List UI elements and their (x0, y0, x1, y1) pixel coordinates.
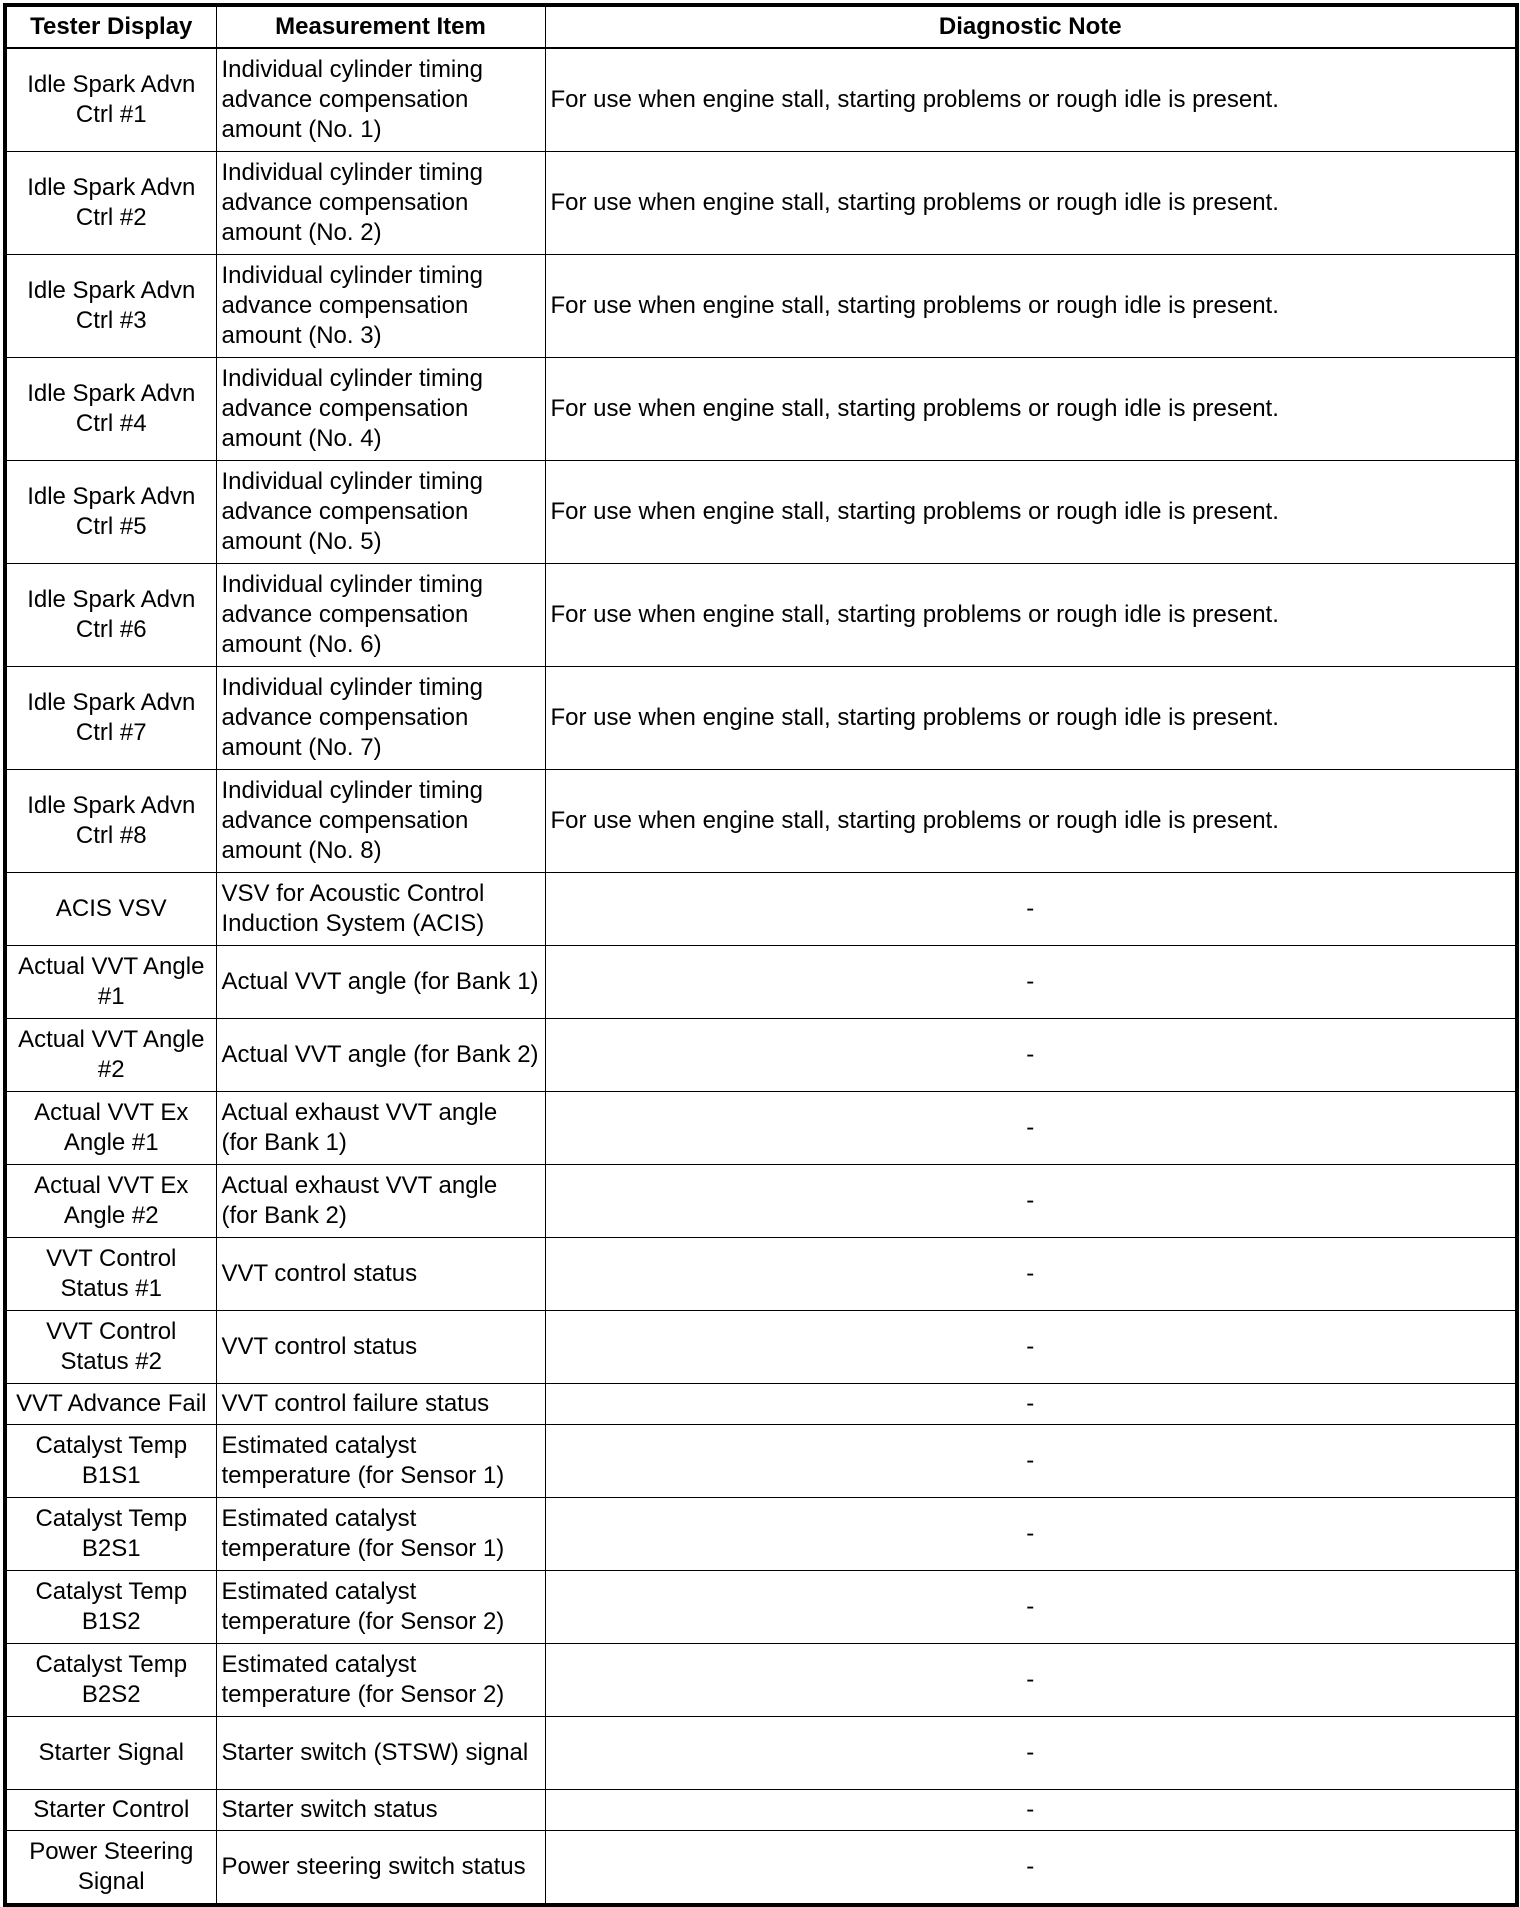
table-row (5, 1790, 1517, 1831)
diagnostic-note-cell: For use when engine stall, starting problems or rough idle is present. (545, 564, 1517, 667)
diagnostic-note-cell: For use when engine stall, starting problems or rough idle is present. (545, 667, 1517, 770)
tester-display-cell: Catalyst Temp B1S2 (5, 1571, 216, 1644)
diagnostic-note-cell: - (545, 1384, 1517, 1425)
tester-display-cell: Idle Spark Advn Ctrl #4 (5, 358, 216, 461)
table-row (5, 667, 1517, 770)
measurement-item-cell: Individual cylinder timing advance compensation amount (No. 1) (216, 48, 545, 152)
measurement-item-cell: Actual exhaust VVT angle (for Bank 2) (216, 1165, 545, 1238)
tester-display-cell: Idle Spark Advn Ctrl #3 (5, 255, 216, 358)
measurement-item-cell: VVT control status (216, 1311, 545, 1384)
measurement-item-cell: Actual exhaust VVT angle (for Bank 1) (216, 1092, 545, 1165)
diagnostic-note-cell: - (545, 1644, 1517, 1717)
table-row (5, 255, 1517, 358)
diagnostic-note-cell: For use when engine stall, starting problems or rough idle is present. (545, 358, 1517, 461)
table-row (5, 1571, 1517, 1644)
table-header-row (5, 5, 1517, 48)
tester-display-cell: Power Steering Signal (5, 1831, 216, 1906)
tester-display-cell: Starter Control (5, 1790, 216, 1831)
table-row (5, 1644, 1517, 1717)
diagnostic-note-cell: For use when engine stall, starting problems or rough idle is present. (545, 255, 1517, 358)
tester-display-cell: Actual VVT Angle #1 (5, 946, 216, 1019)
measurement-item-cell: Individual cylinder timing advance compensation amount (No. 3) (216, 255, 545, 358)
table-row (5, 461, 1517, 564)
diagnostic-note-cell: - (545, 1717, 1517, 1790)
diagnostic-note-cell: - (545, 1165, 1517, 1238)
diagnostic-note-cell: For use when engine stall, starting problems or rough idle is present. (545, 152, 1517, 255)
measurement-item-cell: Estimated catalyst temperature (for Sensor 1) (216, 1425, 545, 1498)
table-row (5, 48, 1517, 152)
table-row (5, 152, 1517, 255)
tester-display-cell: Idle Spark Advn Ctrl #1 (5, 48, 216, 152)
tester-display-cell: Catalyst Temp B1S1 (5, 1425, 216, 1498)
table-row (5, 358, 1517, 461)
table-row (5, 946, 1517, 1019)
measurement-item-cell: Individual cylinder timing advance compensation amount (No. 5) (216, 461, 545, 564)
tester-display-cell: Actual VVT Angle #2 (5, 1019, 216, 1092)
measurement-item-cell: VSV for Acoustic Control Induction System (ACIS) (216, 873, 545, 946)
measurement-item-cell: Starter switch (STSW) signal (216, 1717, 545, 1790)
diagnostic-note-cell: - (545, 1238, 1517, 1311)
header-measurement-item: Measurement Item (216, 5, 545, 48)
diagnostic-note-cell: For use when engine stall, starting problems or rough idle is present. (545, 770, 1517, 873)
table-row (5, 1384, 1517, 1425)
tester-display-cell: Idle Spark Advn Ctrl #6 (5, 564, 216, 667)
diagnostic-data-table (3, 3, 1519, 1907)
tester-display-cell: VVT Advance Fail (5, 1384, 216, 1425)
table-row (5, 1165, 1517, 1238)
tester-display-cell: ACIS VSV (5, 873, 216, 946)
table-row (5, 1019, 1517, 1092)
measurement-item-cell: VVT control failure status (216, 1384, 545, 1425)
diagnostic-note-cell: - (545, 1498, 1517, 1571)
table-row (5, 564, 1517, 667)
diagnostic-note-cell: - (545, 1425, 1517, 1498)
table-row (5, 1831, 1517, 1906)
tester-display-cell: Actual VVT Ex Angle #2 (5, 1165, 216, 1238)
measurement-item-cell: Starter switch status (216, 1790, 545, 1831)
measurement-item-cell: Individual cylinder timing advance compensation amount (No. 4) (216, 358, 545, 461)
tester-display-cell: Idle Spark Advn Ctrl #2 (5, 152, 216, 255)
table-row (5, 873, 1517, 946)
diagnostic-note-cell: - (545, 1831, 1517, 1906)
measurement-item-cell: Individual cylinder timing advance compensation amount (No. 2) (216, 152, 545, 255)
measurement-item-cell: Estimated catalyst temperature (for Sensor 2) (216, 1571, 545, 1644)
measurement-item-cell: Individual cylinder timing advance compensation amount (No. 6) (216, 564, 545, 667)
table-row (5, 1425, 1517, 1498)
diagnostic-note-cell: - (545, 946, 1517, 1019)
table-row (5, 1498, 1517, 1571)
diagnostic-note-cell: - (545, 1092, 1517, 1165)
measurement-item-cell: VVT control status (216, 1238, 545, 1311)
tester-display-cell: VVT Control Status #2 (5, 1311, 216, 1384)
table-row (5, 1311, 1517, 1384)
table-row (5, 1717, 1517, 1790)
measurement-item-cell: Estimated catalyst temperature (for Sensor 1) (216, 1498, 545, 1571)
measurement-item-cell: Individual cylinder timing advance compensation amount (No. 8) (216, 770, 545, 873)
tester-display-cell: Idle Spark Advn Ctrl #5 (5, 461, 216, 564)
table-row (5, 770, 1517, 873)
diagnostic-note-cell: - (545, 1311, 1517, 1384)
tester-display-cell: Idle Spark Advn Ctrl #8 (5, 770, 216, 873)
measurement-item-cell: Estimated catalyst temperature (for Sensor 2) (216, 1644, 545, 1717)
measurement-item-cell: Individual cylinder timing advance compensation amount (No. 7) (216, 667, 545, 770)
diagnostic-note-cell: - (545, 873, 1517, 946)
tester-display-cell: VVT Control Status #1 (5, 1238, 216, 1311)
tester-display-cell: Starter Signal (5, 1717, 216, 1790)
diagnostic-note-cell: - (545, 1571, 1517, 1644)
diagnostic-note-cell: - (545, 1790, 1517, 1831)
header-tester-display: Tester Display (5, 5, 216, 48)
tester-display-cell: Idle Spark Advn Ctrl #7 (5, 667, 216, 770)
measurement-item-cell: Actual VVT angle (for Bank 1) (216, 946, 545, 1019)
diagnostic-note-cell: - (545, 1019, 1517, 1092)
table-row (5, 1092, 1517, 1165)
tester-display-cell: Actual VVT Ex Angle #1 (5, 1092, 216, 1165)
diagnostic-note-cell: For use when engine stall, starting problems or rough idle is present. (545, 48, 1517, 152)
measurement-item-cell: Actual VVT angle (for Bank 2) (216, 1019, 545, 1092)
tester-display-cell: Catalyst Temp B2S2 (5, 1644, 216, 1717)
header-diagnostic-note: Diagnostic Note (545, 5, 1517, 48)
tester-display-cell: Catalyst Temp B2S1 (5, 1498, 216, 1571)
diagnostic-note-cell: For use when engine stall, starting problems or rough idle is present. (545, 461, 1517, 564)
table-row (5, 1238, 1517, 1311)
measurement-item-cell: Power steering switch status (216, 1831, 545, 1906)
